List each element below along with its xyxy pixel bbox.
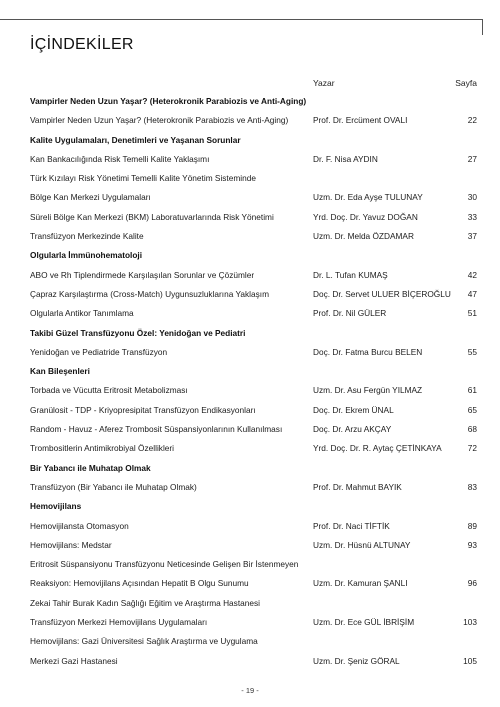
entry-author: Prof. Dr. Mahmut BAYIK <box>313 481 402 492</box>
entry-author: Dr. L. Tufan KUMAŞ <box>313 269 388 280</box>
entry-author: Uzm. Dr. Asu Fergün YILMAZ <box>313 385 423 396</box>
entry-author: Yrd. Doç. Dr. R. Aytaç ÇETİNKAYA <box>313 443 442 454</box>
toc-entry <box>30 536 477 555</box>
toc-entry <box>30 652 477 671</box>
top-rule <box>0 19 483 20</box>
section-title: Kalite Uygulamaları, Denetimleri ve Yaşanan Sorunlar <box>30 134 241 145</box>
section-heading <box>30 497 477 516</box>
entry-title: Transfüzyon Merkezinde Kalite <box>30 231 144 242</box>
section-heading <box>30 131 477 150</box>
entry-title: Eritrosit Süspansiyonu Transfüzyonu Neticesinde Gelişen Bir İstenmeyen <box>30 559 299 570</box>
table-of-contents <box>30 92 477 671</box>
toc-entry <box>30 574 477 593</box>
toc-entry <box>30 304 477 323</box>
corner-rule <box>482 19 483 35</box>
toc-entry <box>30 266 477 285</box>
entry-page: 61 <box>467 385 477 396</box>
entry-page: 72 <box>467 443 477 454</box>
toc-entry <box>30 594 477 613</box>
section-title: Kan Bileşenleri <box>30 366 90 377</box>
entry-author: Yrd. Doç. Dr. Yavuz DOĞAN <box>313 211 418 222</box>
toc-entry <box>30 517 477 536</box>
entry-title: Vampirler Neden Uzun Yaşar? (Heterokronik Parabiozis ve Anti-Aging) <box>30 115 289 126</box>
toc-entry <box>30 285 477 304</box>
toc-entry <box>30 208 477 227</box>
toc-entry <box>30 439 477 458</box>
entry-title: Çapraz Karşılaştırma (Cross-Match) Uygunsuzluklarına Yaklaşım <box>30 288 269 299</box>
entry-title: Hemovijilans: Medstar <box>30 539 112 550</box>
entry-title: Olgularla Antikor Tanımlama <box>30 308 134 319</box>
entry-title: Granülosit - TDP - Kriyopresipitat Transfüzyon Endikasyonları <box>30 404 256 415</box>
toc-entry <box>30 401 477 420</box>
toc-entry <box>30 111 477 130</box>
entry-title: Transfüzyon (Bir Yabancı ile Muhatap Olmak) <box>30 481 197 492</box>
entry-title: Süreli Bölge Kan Merkezi (BKM) Laboratuvarlarında Risk Yönetimi <box>30 211 274 222</box>
entry-author: Doç. Dr. Ekrem ÜNAL <box>313 404 394 415</box>
toc-entry <box>30 420 477 439</box>
entry-author: Uzm. Dr. Eda Ayşe TULUNAY <box>313 192 423 203</box>
entry-author: Doç. Dr. Servet ULUER BİÇEROĞLU <box>313 288 451 299</box>
entry-page: 96 <box>467 578 477 589</box>
entry-author: Prof. Dr. Naci TİFTİK <box>313 520 390 531</box>
section-heading <box>30 459 477 478</box>
entry-page: 22 <box>467 115 477 126</box>
entry-page: 51 <box>467 308 477 319</box>
entry-author: Uzm. Dr. Şeniz GÖRAL <box>313 655 400 666</box>
entry-page: 27 <box>467 153 477 164</box>
toc-entry <box>30 613 477 632</box>
entry-author: Dr. F. Nisa AYDIN <box>313 153 378 164</box>
entry-page: 83 <box>467 481 477 492</box>
section-title: Takibi Güzel Transfüzyonu Özel: Yenidoğan ve Pediatri <box>30 327 246 338</box>
toc-entry <box>30 227 477 246</box>
entry-page: 33 <box>467 211 477 222</box>
page-number: - 19 - <box>241 686 259 695</box>
author-column-header: Yazar <box>313 78 335 88</box>
entry-title: Torbada ve Vücutta Eritrosit Metabolizması <box>30 385 188 396</box>
entry-page: 55 <box>467 346 477 357</box>
page-title: İÇİNDEKİLER <box>30 36 134 53</box>
entry-title: ABO ve Rh Tiplendirmede Karşılaşılan Sorunlar ve Çözümler <box>30 269 255 280</box>
entry-title: Transfüzyon Merkezi Hemovijilans Uygulamaları <box>30 617 208 628</box>
entry-author: Uzm. Dr. Kamuran ŞANLI <box>313 578 408 589</box>
entry-page: 105 <box>463 655 477 666</box>
entry-author: Prof. Dr. Nil GÜLER <box>313 308 387 319</box>
entry-title: Reaksiyon: Hemovijilans Açısından Hepatit B Olgu Sunumu <box>30 578 249 589</box>
toc-entry <box>30 555 477 574</box>
entry-page: 42 <box>467 269 477 280</box>
toc-entry <box>30 381 477 400</box>
entry-title: Merkezi Gazi Hastanesi <box>30 655 118 666</box>
entry-title: Zekai Tahir Burak Kadın Sağlığı Eğitim ve Araştırma Hastanesi <box>30 597 260 608</box>
section-title: Bir Yabancı ile Muhatap Olmak <box>30 462 151 473</box>
entry-author: Uzm. Dr. Ece GÜL İBRİŞİM <box>313 617 415 628</box>
entry-title: Bölge Kan Merkezi Uygulamaları <box>30 192 151 203</box>
entry-title: Random - Havuz - Aferez Trombosit Süspansiyonlarının Kullanılması <box>30 424 283 435</box>
section-title: Hemovijilans <box>30 501 82 512</box>
entry-page: 93 <box>467 539 477 550</box>
entry-page: 30 <box>467 192 477 203</box>
entry-title: Hemovijilansta Otomasyon <box>30 520 129 531</box>
entry-author: Uzm. Dr. Hüsnü ALTUNAY <box>313 539 411 550</box>
page-column-header: Sayfa <box>455 78 477 88</box>
toc-entry <box>30 632 477 651</box>
entry-author: Doç. Dr. Fatma Burcu BELEN <box>313 346 423 357</box>
toc-entry <box>30 169 477 188</box>
toc-entry <box>30 150 477 169</box>
entry-page: 68 <box>467 424 477 435</box>
entry-title: Trombositlerin Antimikrobiyal Özellikleri <box>30 443 175 454</box>
entry-page: 89 <box>467 520 477 531</box>
toc-entry <box>30 343 477 362</box>
section-title: Olgularla İmmünohematoloji <box>30 250 143 261</box>
entry-page: 47 <box>467 288 477 299</box>
entry-author: Doç. Dr. Arzu AKÇAY <box>313 424 392 435</box>
entry-page: 65 <box>467 404 477 415</box>
entry-page: 37 <box>467 231 477 242</box>
section-heading <box>30 324 477 343</box>
section-title: Vampirler Neden Uzun Yaşar? (Heterokronik Parabiozis ve Anti-Aging) <box>30 96 307 106</box>
section-heading <box>30 246 477 265</box>
entry-author: Uzm. Dr. Melda ÖZDAMAR <box>313 231 414 242</box>
entry-title: Hemovijilans: Gazi Üniversitesi Sağlık Araştırma ve Uygulama <box>30 636 258 647</box>
entry-title: Yenidoğan ve Pediatride Transfüzyon <box>30 346 168 357</box>
entry-page: 103 <box>463 617 477 628</box>
toc-entry <box>30 478 477 497</box>
toc-entry <box>30 188 477 207</box>
entry-title: Türk Kızılayı Risk Yönetimi Temelli Kalite Yönetim Sisteminde <box>30 173 256 184</box>
section-heading <box>30 92 477 111</box>
entry-title: Kan Bankacılığında Risk Temelli Kalite Yaklaşımı <box>30 153 210 164</box>
section-heading <box>30 362 477 381</box>
entry-author: Prof. Dr. Ercüment OVALI <box>313 115 408 126</box>
